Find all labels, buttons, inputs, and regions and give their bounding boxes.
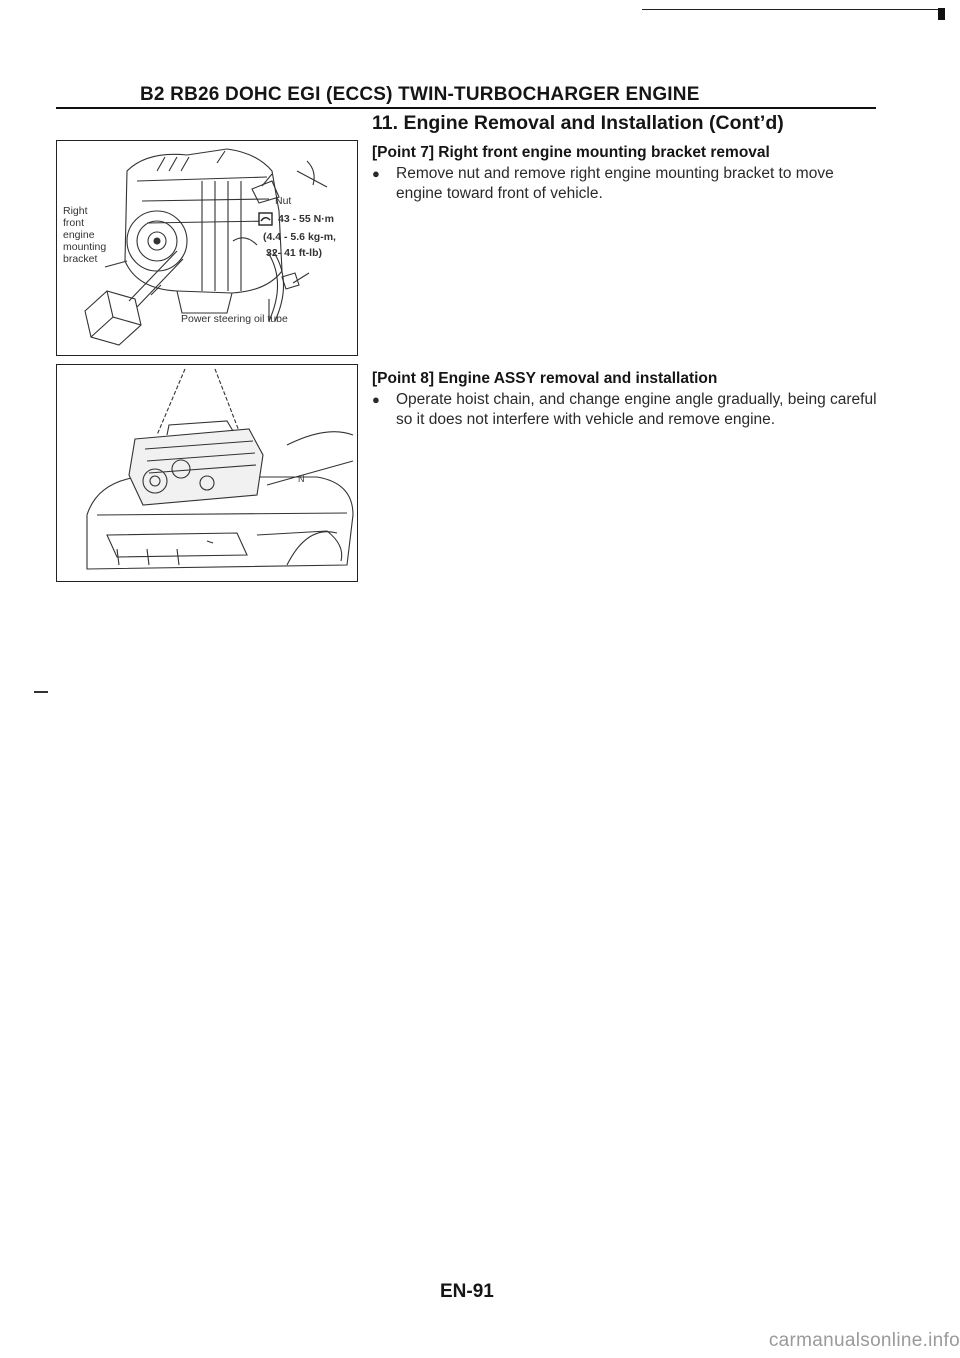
figure-mounting-bracket: [56, 140, 358, 356]
section-title: 11. Engine Removal and Installation (Cont’d): [372, 112, 784, 134]
label-power-steering-tube: Power steering oil tube: [181, 313, 288, 325]
point7-bullet-list: [372, 164, 878, 204]
point8-bullet-list: [372, 390, 878, 430]
label-bracket: bracket: [63, 253, 98, 265]
label-engine: engine: [63, 229, 95, 241]
bullet-dot-icon: ●: [372, 392, 380, 407]
label-mark: N: [298, 474, 305, 484]
torque-wrench-icon: [259, 213, 272, 225]
bullet-dot-icon: ●: [372, 166, 380, 181]
margin-dash: [34, 691, 48, 693]
point7-heading: [Point 7] Right front engine mounting bracket removal: [372, 144, 770, 161]
point8-bullet-text: Operate hoist chain, and change engine angle gradually, being careful so it does not interfere with vehicle and remove engine.: [396, 391, 877, 428]
point8-heading: [Point 8] Engine ASSY removal and installation: [372, 370, 718, 387]
list-item: [372, 164, 878, 204]
point7-bullet-text: Remove nut and remove right engine mounting bracket to move engine toward front of vehicle.: [396, 165, 834, 202]
label-right: Right: [63, 205, 88, 217]
label-nut: Nut: [275, 195, 292, 207]
top-rule-line: [642, 9, 944, 10]
engine-hoist-illustration: [57, 365, 357, 581]
list-item: [372, 390, 878, 430]
label-torque-kgm: (4.4 - 5.6 kg-m,: [263, 231, 336, 243]
watermark: carmanualsonline.info: [768, 1330, 960, 1351]
label-front: front: [63, 217, 85, 229]
figure-engine-hoist: [56, 364, 358, 582]
label-torque-ftlb: 32- 41 ft-lb): [266, 247, 323, 259]
page-number: EN-91: [440, 1281, 494, 1302]
manual-header: B2 RB26 DOHC EGI (ECCS) TWIN-TURBOCHARGER ENGINE: [140, 84, 700, 105]
label-mounting: mounting: [63, 241, 107, 253]
label-torque-nm: 43 - 55 N·m: [278, 213, 335, 225]
header-rule: [56, 107, 876, 109]
top-corner-mark: [938, 8, 945, 20]
